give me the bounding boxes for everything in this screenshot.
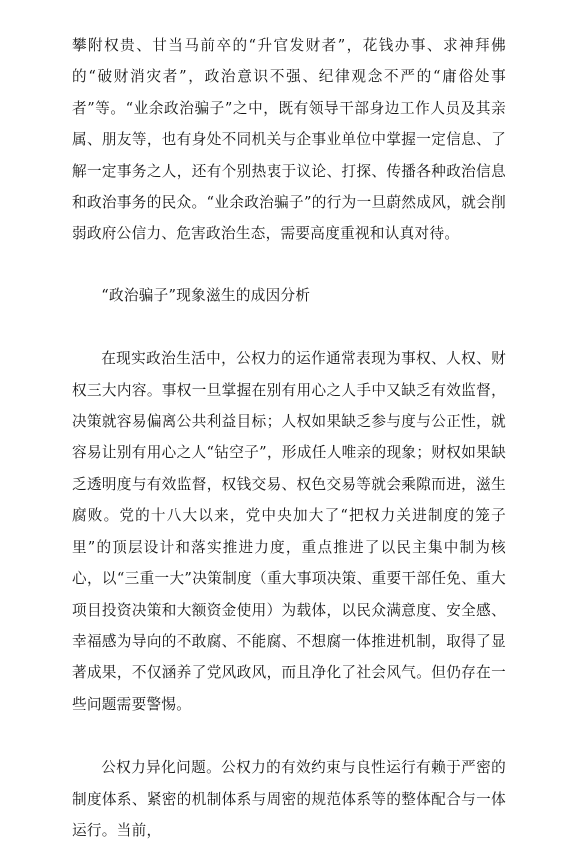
paragraph-body: 公权力异化问题。公权力的有效约束与良性运行有赖于严密的制度体系、紧密的机制体系与周密的规范体系等的整体配合与一体运行。当前， [72, 759, 506, 839]
section-heading: “政治骗子”现象滋生的成因分析 [101, 286, 311, 304]
paragraph-body: 在现实政治生活中，公权力的运作通常表现为事权、人权、财权三大内容。事权一旦掌握在别有用心之人手中又缺乏有效监督，决策就容易偏离公共利益目标；人权如果缺乏参与度与公正性，就容易让别有用心之人“钻空子”，形成任人唯亲的现象；财权如果缺乏透明度与有效监督，权钱交易、权色交易等就会乘隙而进，滋生腐败。党的十八大以来，党中央加大了“把权力关进制度的笼子里”的顶层设计和落实推进力度，重点推进了以民主集中制为核心，以“三重一大”决策制度（重大事项决策、重要干部任免、重大项目投资决策和大额资金使用）为载体，以民众满意度、安全感、幸福感为导向的不敢腐、不能腐、不想腐一体推进机制，取得了显著成果，不仅涵养了党风政风，而且净化了社会风气。但仍存在一些问题需要警惕。 [72, 350, 506, 713]
paragraph-continued: 攀附权贵、甘当马前卒的“升官发财者”，花钱办事、求神拜佛的“破财消灾者”，政治意识不强、纪律观念不严的“庸俗处事者”等。“业余政治骗子”之中，既有领导干部身边工作人员及其亲属、朋友等，也有身处不同机关与企事业单位中掌握一定信息、了解一定事务之人，还有个别热衷于议论、打探、传播各种政治信息和政治事务的民众。“业余政治骗子”的行为一旦蔚然成风，就会削弱政府公信力、危害政治生态，需要高度重视和认真对待。 [72, 37, 506, 243]
